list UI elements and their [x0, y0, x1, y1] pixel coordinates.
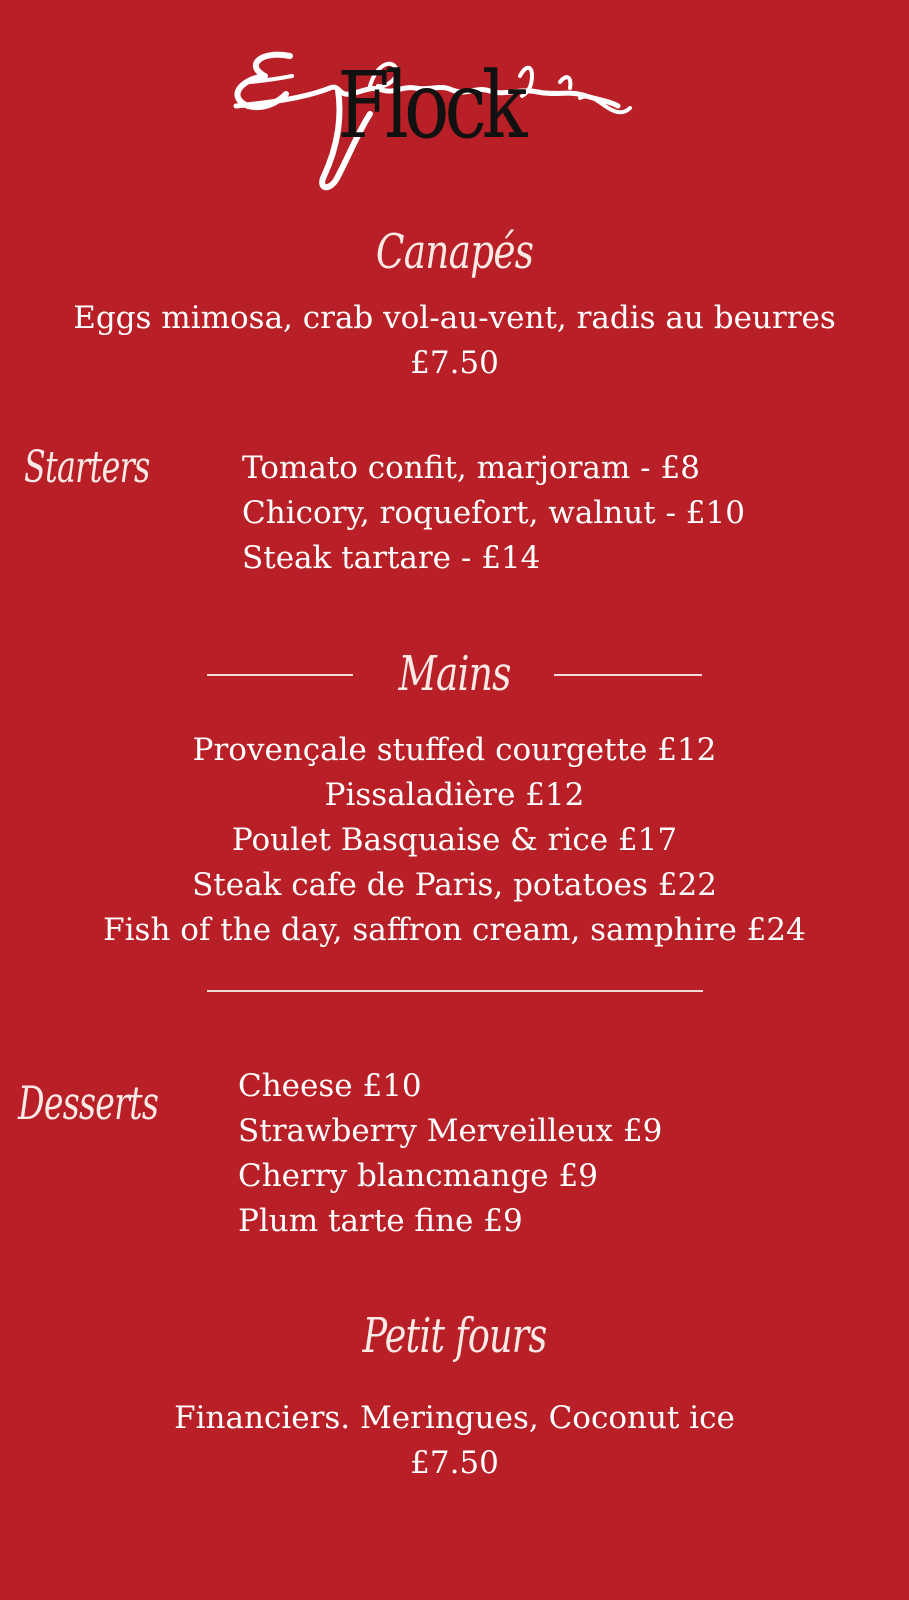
main-item: Fish of the day, saffron cream, samphire £24 [103, 912, 806, 948]
mains-list [0, 728, 909, 953]
dessert-item: Cheese £10 [238, 1068, 422, 1104]
restaurant-logo [220, 36, 640, 206]
main-item: Provençale stuffed courgette £12 [192, 732, 717, 768]
starter-item: Steak tartare - £14 [242, 540, 541, 576]
main-item: Steak cafe de Paris, potatoes £22 [192, 867, 717, 903]
starter-item: Chicory, roquefort, walnut - £10 [242, 495, 745, 531]
starters-heading: Starters [24, 442, 150, 493]
mains-heading: Mains [398, 646, 511, 702]
canapes-description: Eggs mimosa, crab vol-au-vent, radis au beurres [73, 300, 836, 336]
petit-fours-description: Financiers. Meringues, Coconut ice [174, 1400, 735, 1436]
petit-fours-price: £7.50 [410, 1445, 499, 1481]
canapes-heading: Canapés [375, 224, 534, 280]
dessert-item: Plum tarte fine £9 [238, 1203, 523, 1239]
main-item: Poulet Basquaise & rice £17 [231, 822, 678, 858]
canapes-price: £7.50 [410, 345, 499, 381]
dessert-item: Strawberry Merveilleux £9 [238, 1113, 663, 1149]
starter-item: Tomato confit, marjoram - £8 [242, 450, 700, 486]
petit-fours-heading: Petit fours [362, 1308, 547, 1364]
logo-wordmark: Flock [337, 52, 523, 159]
main-item: Pissaladière £12 [324, 777, 585, 813]
mains-rule-right [554, 674, 702, 676]
mains-bottom-rule [207, 990, 703, 992]
starters-list [242, 446, 745, 581]
dessert-item: Cherry blancmange £9 [238, 1158, 598, 1194]
desserts-heading: Desserts [18, 1076, 159, 1130]
desserts-list [238, 1064, 662, 1244]
